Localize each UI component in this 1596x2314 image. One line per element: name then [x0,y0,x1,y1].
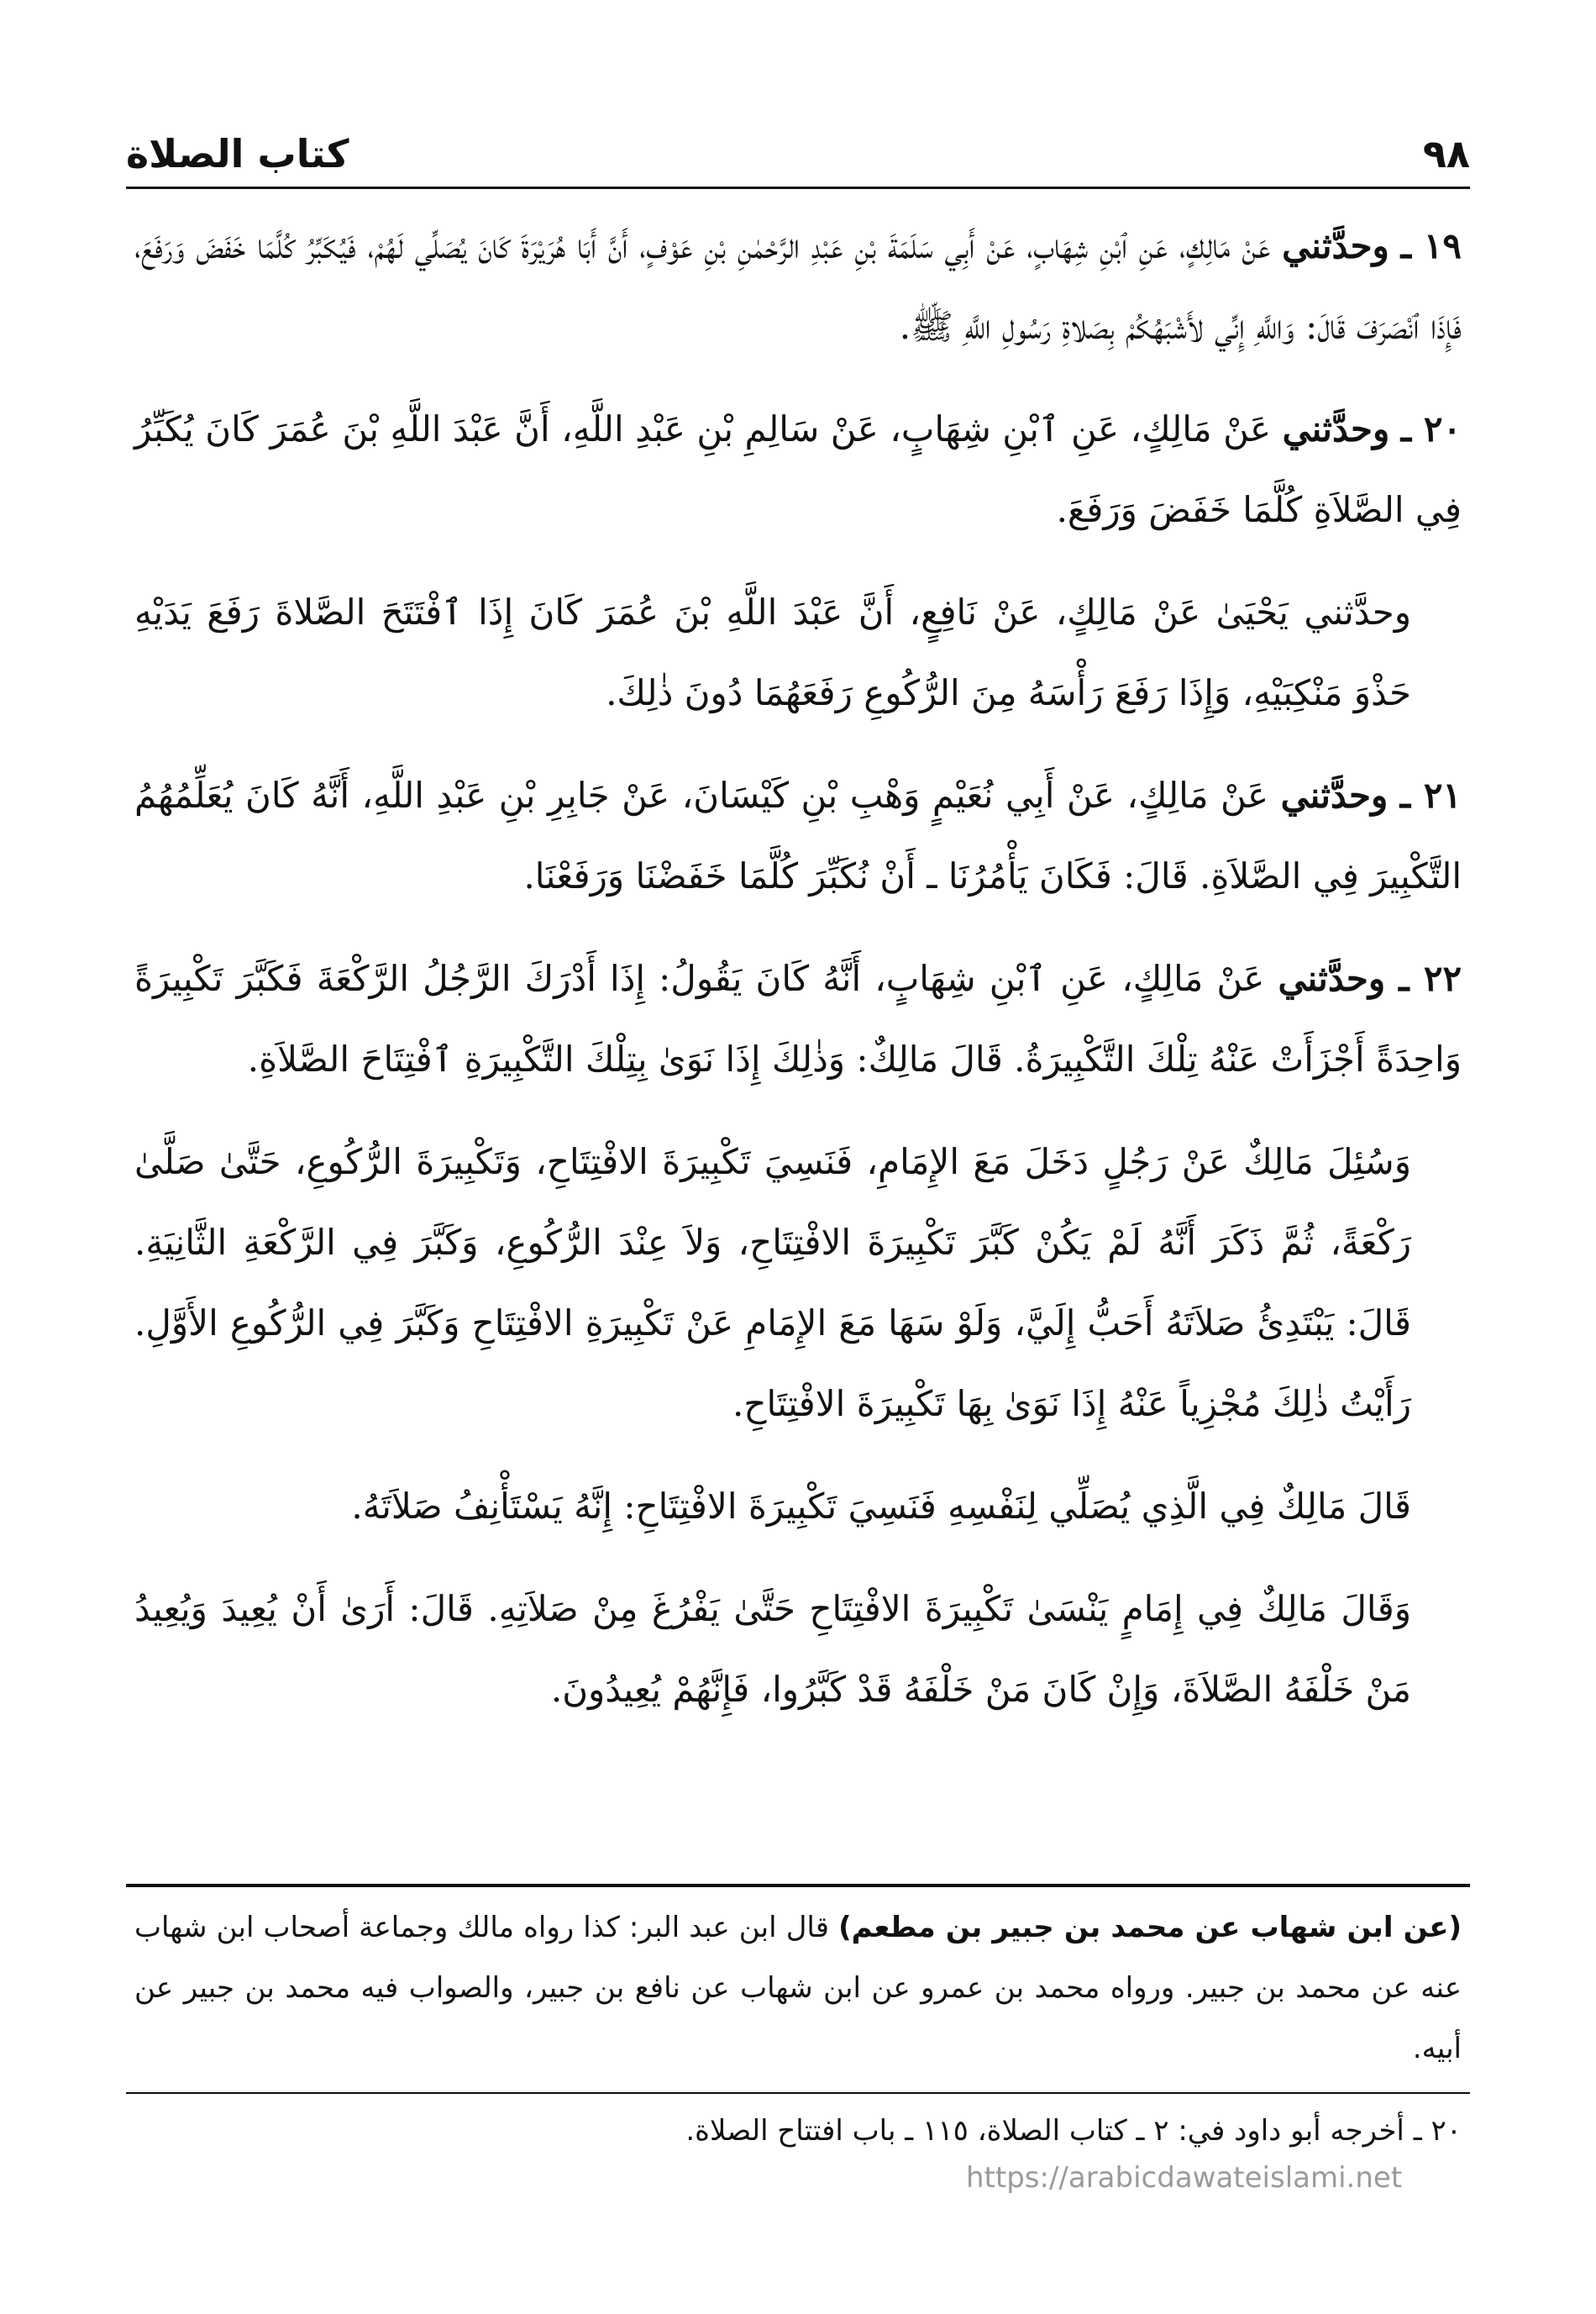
hadith-lead: وحدَّثني [1278,958,1386,999]
reference-note: ٢٠ ـ أخرجه أبو داود في: ٢ ـ كتاب الصلاة، ١١٥ ـ باب افتتاح الصلاة. [685,2114,1462,2148]
main-text [134,206,1462,1752]
paragraph-text: عَنْ مَالِكٍ، عَنْ أَبِي نُعَيْمٍ وَهْبِ بْنِ كَيْسَانَ، عَنْ جَابِرِ بْنِ عَبْدِ اللَّهِ، أَنَّهُ كَانَ يُعَلِّمُهُمُ التَّكْبِيرَ فِي الصَّلاَةِ. قَالَ: فَكَانَ يَأْمُرُنَا ـ أَنْ نُكَبِّرَ كُلَّمَا خَفَضْنَا وَرَفَعْنَا. [134,775,1462,897]
page-header [126,109,1470,176]
paragraph-text: وَقَالَ مَالِكٌ فِي إِمَامٍ يَنْسَىٰ تَكْبِيرَةَ الافْتِتَاحِ حَتَّىٰ يَفْرُغَ مِنْ صَلاَتِهِ. قَالَ: أَرَىٰ أَنْ يُعِيدَ وَيُعِيدُ مَنْ خَلْفَهُ الصَّلاَةَ، وَإِنْ كَانَ مَنْ خَلْفَهُ قَدْ كَبَّرُوا، فَإِنَّهُمْ يُعِيدُونَ. [134,1588,1411,1710]
header-rule [126,187,1470,189]
paragraph [134,389,1462,550]
hadith-number: ١٩ ـ [1400,225,1462,266]
paragraph [134,1569,1462,1730]
hadith-number: ٢٠ ـ [1400,408,1462,450]
hadith-lead: وحدَّثني [1280,775,1389,816]
page-number: ٩٨ [1422,131,1470,176]
book-title: كتاب الصلاة [126,131,349,176]
watermark-url: https://arabicdawateislami.net [966,2161,1403,2195]
paragraph [134,755,1462,917]
hadith-lead: وحدَّثني [1282,225,1389,266]
hadith-lead: وحدَّثني [1282,408,1390,450]
paragraph-text: عَنْ مَالِكٍ، عَنِ ٱبْنِ شِهَابٍ، عَنْ سَالِمِ بْنِ عَبْدِ اللَّهِ، أَنَّ عَبْدَ اللَّهِ بْنَ عُمَرَ كَانَ يُكَبِّرُ فِي الصَّلاَةِ كُلَّمَا خَفَضَ وَرَفَعَ. [134,408,1462,530]
footnote-text: قال ابن عبد البر: كذا رواه مالك وجماعة أصحاب ابن شهاب عنه عن محمد بن جبير. ورواه محمد بن عمرو عن ابن شهاب عن نافع بن جبير، والصواب فيه محمد بن جبير عن أبيه. [134,1911,1462,2065]
footnote-rule [126,1884,1470,1887]
paragraph [134,572,1462,734]
paragraph-text: وَسُئِلَ مَالِكٌ عَنْ رَجُلٍ دَخَلَ مَعَ الإِمَامِ، فَنَسِيَ تَكْبِيرَةَ الافْتِتَاحِ، وَتَكْبِيرَةَ الرُّكُوعِ، حَتَّىٰ صَلَّىٰ رَكْعَةً، ثُمَّ ذَكَرَ أَنَّهُ لَمْ يَكُنْ كَبَّرَ تَكْبِيرَةَ الافْتِتَاحِ، وَلاَ عِنْدَ الرُّكُوعِ، وَكَبَّرَ فِي الرَّكْعَةِ الثَّانِيَةِ. قَالَ: يَبْتَدِئُ صَلاَتَهُ أَحَبُّ إِلَيَّ، وَلَوْ سَهَا مَعَ الإِمَامِ عَنْ تَكْبِيرَةِ الافْتِتَاحِ وَكَبَّرَ فِي الرُّكُوعِ الأَوَّلِ. رَأَيْتُ ذٰلِكَ مُجْزِياً عَنْهُ إِذَا نَوَىٰ بِهَا تَكْبِيرَةَ الافْتِتَاحِ. [134,1141,1411,1424]
hadith-number: ٢٢ ـ [1399,958,1462,999]
paragraph [134,939,1462,1100]
paragraph-text: عَنْ مَالِكٍ، عَنِ ٱبْنِ شِهَابٍ، عَنْ أَبِي سَلَمَةَ بْنِ عَبْدِ الرَّحْمٰنِ بْنِ عَوْفٍ، أَنَّ أَبَا هُرَيْرَةَ كَانَ يُصَلِّي لَهُمْ، فَيُكَبِّرُ كُلَّمَا خَفَضَ وَرَفَعَ، فَإِذَا ٱنْصَرَفَ قَالَ: وَاللَّهِ إِنِّي لأَشْبَهُكُمْ بِصَلاةِ رَسُولِ اللَّهِ ﷺ. [134,225,1462,347]
paragraph-text: وحدَّثني يَحْيَىٰ عَنْ مَالِكٍ، عَنْ نَافِعٍ، أَنَّ عَبْدَ اللَّهِ بْنَ عُمَرَ كَانَ إِذَا ٱفْتَتَحَ الصَّلاةَ رَفَعَ يَدَيْهِ حَذْوَ مَنْكِبَيْهِ، وَإِذَا رَفَعَ رَأْسَهُ مِنَ الرُّكُوعِ رَفَعَهُمَا دُونَ ذٰلِكَ. [134,592,1411,713]
paragraph [134,206,1462,367]
paragraph-text: قَالَ مَالِكٌ فِي الَّذِي يُصَلِّي لِنَفْسِهِ فَنَسِيَ تَكْبِيرَةَ الافْتِتَاحِ: إِنَّهُ يَسْتَأْنِفُ صَلاَتَهُ. [351,1486,1411,1527]
hadith-number: ٢١ ـ [1399,775,1462,816]
footnote [134,1897,1462,2079]
paragraph [134,1122,1462,1444]
footnote-lead: (عن ابن شهاب عن محمد بن جبير بن مطعم) [838,1911,1462,1944]
footnote-separator [126,2092,1470,2094]
paragraph [134,1466,1462,1547]
paragraph-text: عَنْ مَالِكٍ، عَنِ ٱبْنِ شِهَابٍ، أَنَّهُ كَانَ يَقُولُ: إِذَا أَدْرَكَ الرَّجُلُ الرَّكْعَةَ فَكَبَّرَ تَكْبِيرَةً وَاحِدَةً أَجْزَأَتْ عَنْهُ تِلْكَ التَّكْبِيرَةُ. قَالَ مَالِكٌ: وَذٰلِكَ إِذَا نَوَىٰ بِتِلْكَ التَّكْبِيرَةِ ٱفْتِتَاحَ الصَّلاَةِ. [134,958,1462,1080]
